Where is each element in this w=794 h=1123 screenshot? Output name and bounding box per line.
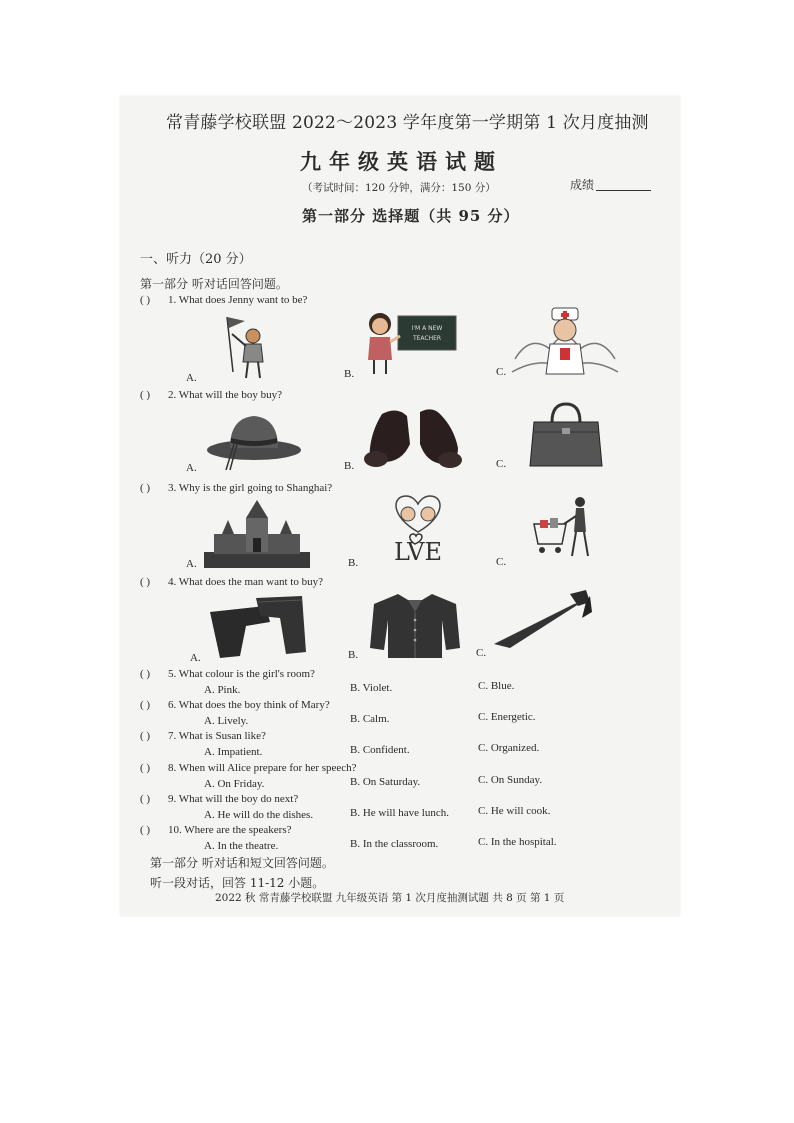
question-text: 1. What does Jenny want to be? [168,294,308,306]
option-c[interactable]: C. He will cook. [478,805,551,817]
option-c[interactable]: C. Energetic. [478,711,536,723]
love-icon [370,494,466,566]
option-label: C. [496,556,507,568]
option-label: C. [496,458,507,470]
option-a[interactable]: A. Pink. [204,684,241,696]
question-text: 9. What will the boy do next? [168,793,299,805]
question-text: 6. What does the boy think of Mary? [168,699,330,711]
shopping-cart-icon [530,494,596,560]
part-title: 第一部分 选择题（共 95 分） [302,207,520,225]
score-blank[interactable] [596,190,651,191]
question-text: 4. What does the man want to buy? [168,576,323,588]
answer-paren[interactable]: ( ) [140,482,151,494]
option-label: B. [348,557,359,569]
flag-girl-icon [215,312,275,382]
option-label: A. [190,652,201,664]
dialog-note: 听一段对话，回答 11-12 小题。 [150,876,325,890]
option-c[interactable]: C. On Sunday. [478,774,543,786]
option-b[interactable]: B. In the classroom. [350,838,439,850]
option-b[interactable]: B. On Saturday. [350,776,421,788]
answer-paren[interactable]: ( ) [140,294,151,306]
shirt-icon [368,590,462,660]
question-text: 7. What is Susan like? [168,730,266,742]
exam-title: 常青藤学校联盟 2022～2023 学年度第一学期第 1 次月度抽测 [166,113,649,133]
option-a[interactable]: A. On Friday. [204,778,265,790]
exam-info: （考试时间：120 分钟，满分：150 分） [302,182,496,194]
score-field [570,176,651,193]
option-b[interactable]: B. Violet. [350,682,393,694]
part2-instruction: 第一部分 听对话和短文回答问题。 [150,856,334,870]
option-a[interactable]: A. He will do the dishes. [204,809,314,821]
hat-icon [204,408,304,474]
option-label: A. [186,462,197,474]
nurse-icon [510,304,620,378]
question-2 [140,389,282,401]
castle-icon [204,500,310,568]
question-text: 10. Where are the speakers? [168,824,292,836]
option-b[interactable]: B. Calm. [350,713,390,725]
question-6 [140,699,330,711]
question-7 [140,730,266,742]
answer-paren[interactable]: ( ) [140,762,151,774]
answer-paren[interactable]: ( ) [140,389,151,401]
question-10 [140,824,291,836]
option-c[interactable]: C. Organized. [478,742,540,754]
trousers-icon [206,594,310,662]
score-label: 成绩 [570,178,595,192]
svg-text:TEACHER: TEACHER [412,335,442,342]
teacher-icon [360,306,460,376]
option-label: C. [476,647,487,659]
love-text: LVE [394,538,442,566]
question-text: 3. Why is the girl going to Shanghai? [168,482,333,494]
option-b[interactable]: B. He will have lunch. [350,807,449,819]
question-3 [140,482,332,494]
tie-icon [490,588,596,650]
question-text: 8. When will Alice prepare for her speech? [168,762,357,774]
page-footer: 2022 秋 常青藤学校联盟 九年级英语 第 1 次月度抽测试题 共 8 页 第 1 页 [215,892,565,904]
option-label: C. [496,366,507,378]
answer-paren[interactable]: ( ) [140,576,151,588]
answer-paren[interactable]: ( ) [140,699,151,711]
part1-instruction: 第一部分 听对话回答问题。 [140,277,288,291]
answer-paren[interactable]: ( ) [140,730,151,742]
question-text: 5. What colour is the girl's room? [168,668,315,680]
option-a[interactable]: A. Lively. [204,715,249,727]
handbag-icon [526,400,606,470]
option-label: A. [186,558,197,570]
option-c[interactable]: C. In the hospital. [478,836,557,848]
board-text: I'M A NEW [411,325,443,332]
option-label: B. [344,460,355,472]
question-5 [140,668,315,680]
gloves-icon [362,404,466,470]
option-b[interactable]: B. Confident. [350,744,410,756]
answer-paren[interactable]: ( ) [140,824,151,836]
option-a[interactable]: A. In the theatre. [204,840,279,852]
question-4 [140,576,323,588]
question-1 [140,294,307,306]
option-label: B. [348,649,359,661]
subject-title: 九年级英语试题 [300,149,503,174]
question-text: 2. What will the boy buy? [168,389,283,401]
option-c[interactable]: C. Blue. [478,680,515,692]
question-9 [140,793,298,805]
answer-paren[interactable]: ( ) [140,668,151,680]
option-label: A. [186,372,197,384]
section-title: 一、听力（20 分） [140,252,252,267]
answer-paren[interactable]: ( ) [140,793,151,805]
option-a[interactable]: A. Impatient. [204,746,263,758]
question-8 [140,762,357,774]
option-label: B. [344,368,355,380]
